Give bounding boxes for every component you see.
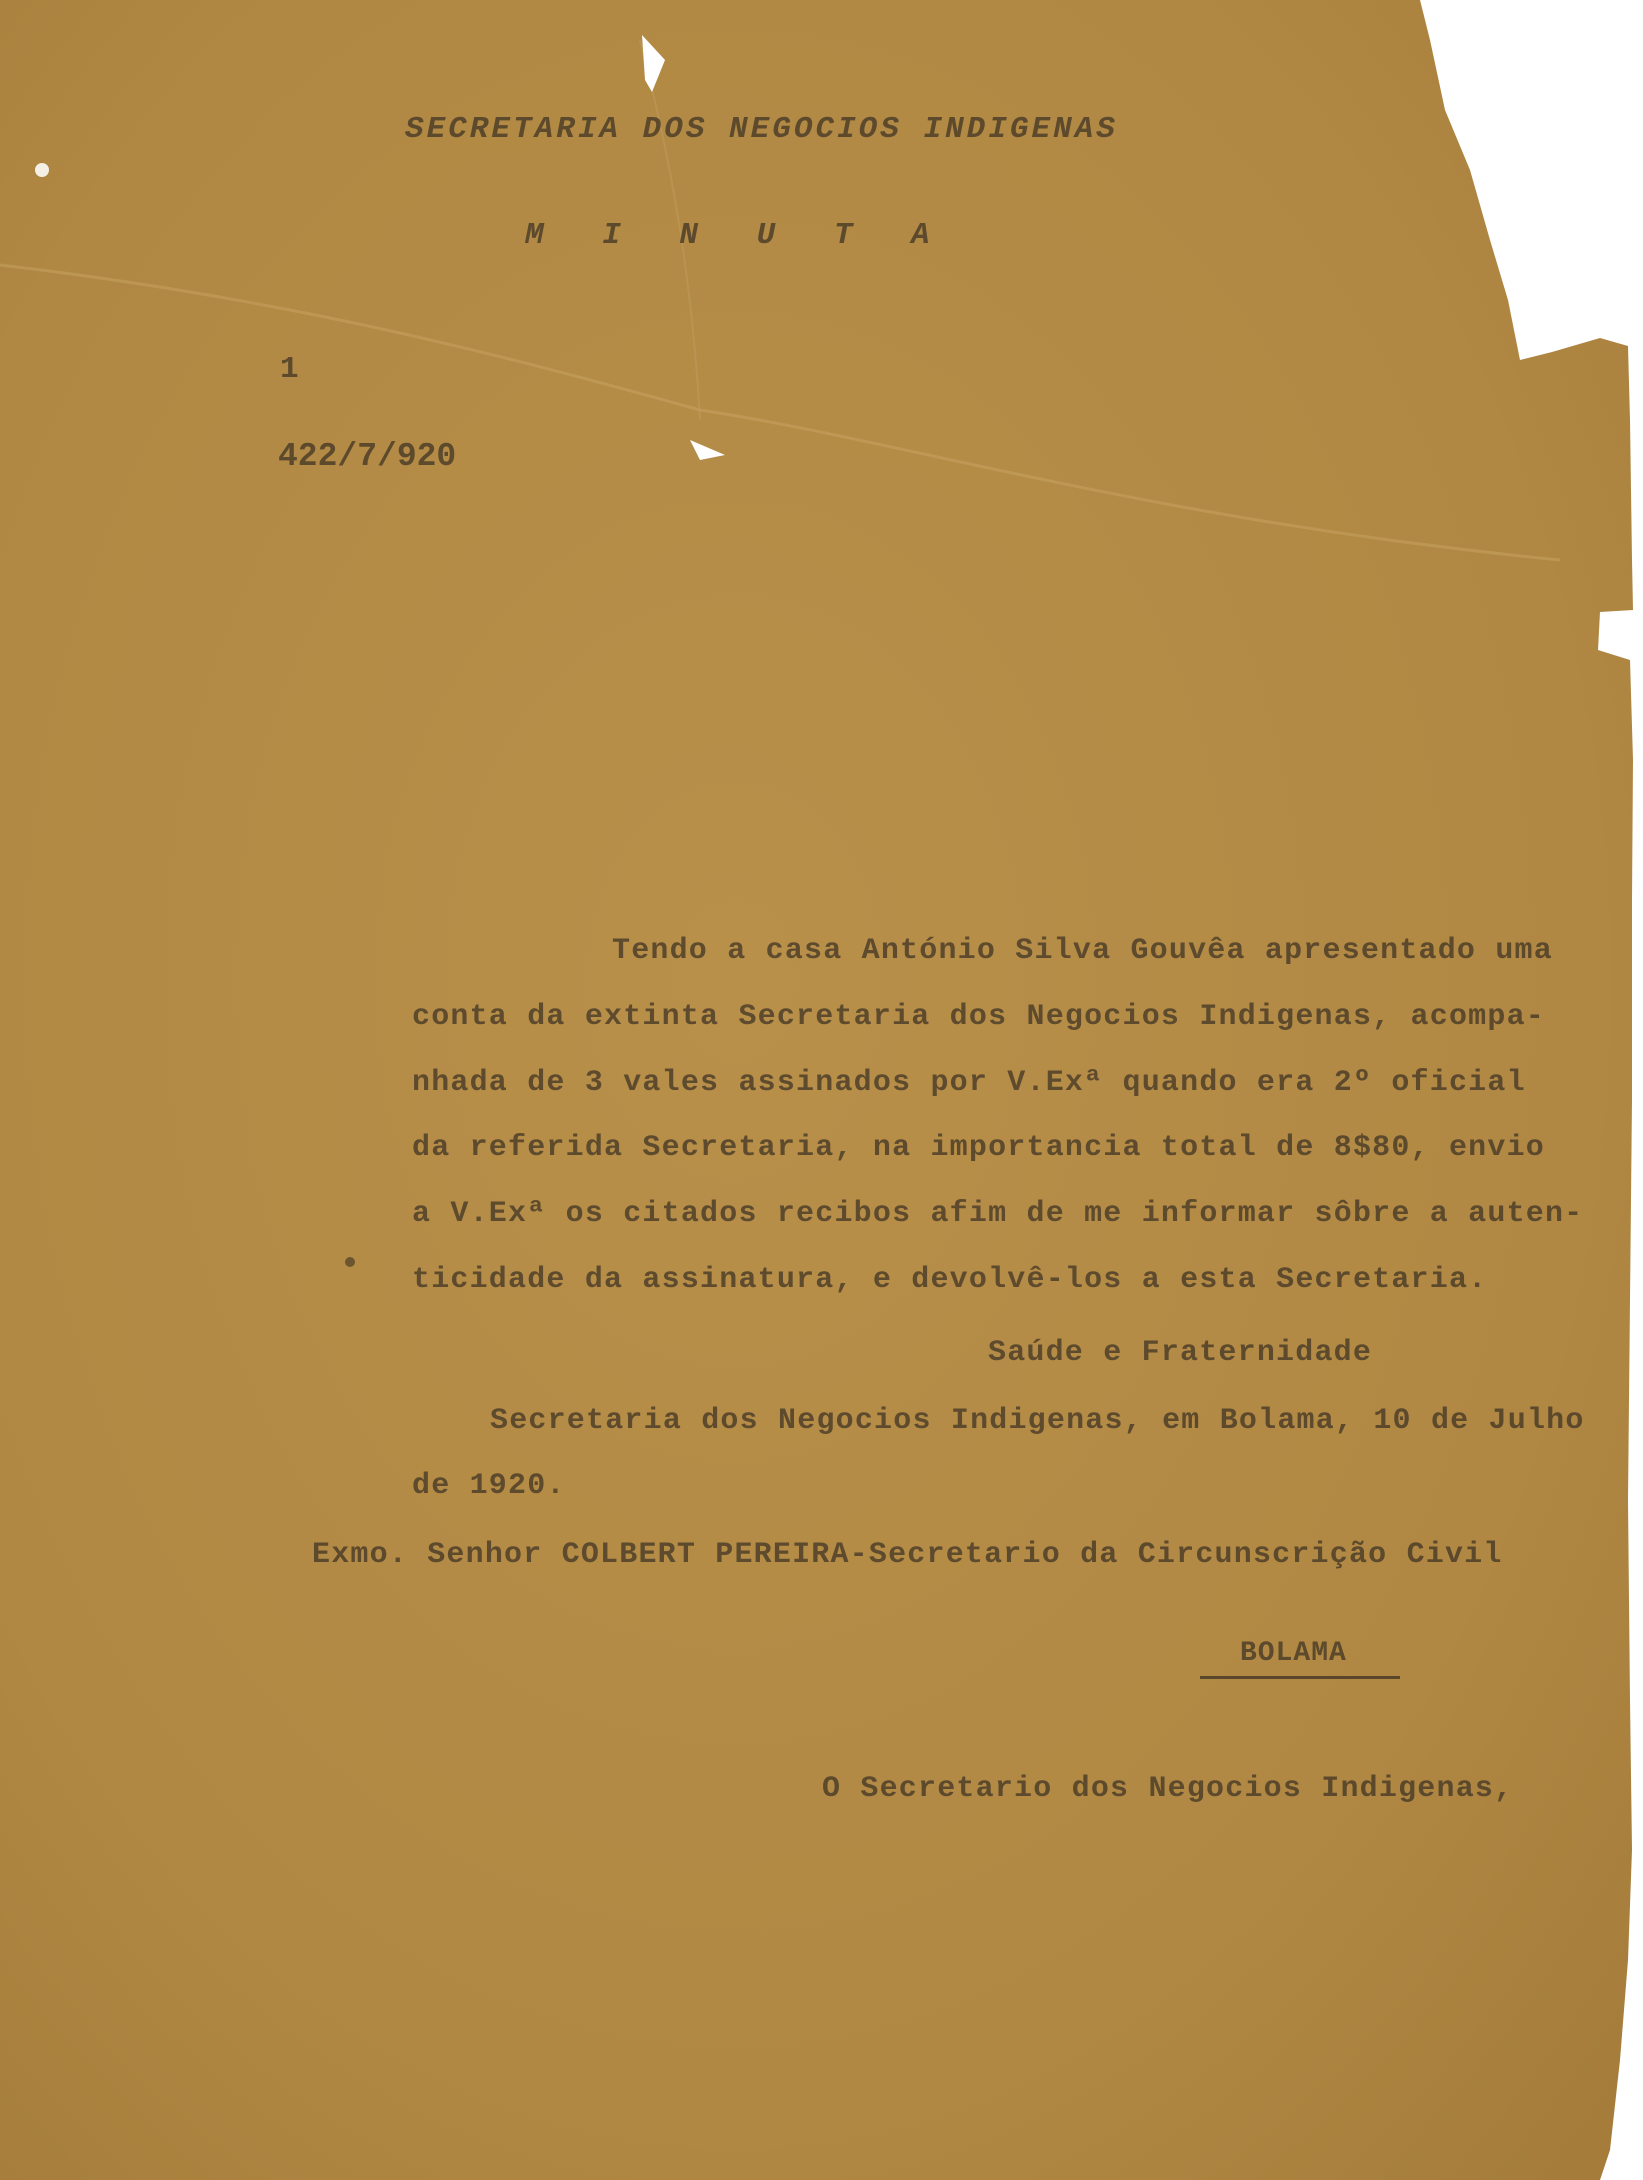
- place-date: Secretaria dos Negocios Indigenas, em Bolama, 10 de Julho: [490, 1404, 1585, 1438]
- signature-line: O Secretario dos Negocios Indigenas,: [822, 1772, 1514, 1806]
- body-line-4: da referida Secretaria, na importancia total de 8$80, envio: [412, 1131, 1545, 1165]
- city: BOLAMA: [1240, 1638, 1347, 1669]
- body-line-6: ticidade da assinatura, e devolvê-los a esta Secretaria.: [412, 1263, 1488, 1297]
- ink-spot: [345, 1257, 355, 1267]
- hole-mark: [35, 163, 49, 177]
- body-line-3: nhada de 3 vales assinados por V.Exª quando era 2º oficial: [412, 1066, 1526, 1100]
- addressee: Exmo. Senhor COLBERT PEREIRA-Secretario da Circunscrição Civil: [312, 1538, 1503, 1572]
- greeting: Saúde e Fraternidade: [988, 1336, 1373, 1370]
- date-year: de 1920.: [412, 1469, 566, 1503]
- document-type: M I N U T A: [525, 218, 950, 253]
- body-line-2: conta da extinta Secretaria dos Negocios Indigenas, acompa-: [412, 1000, 1545, 1034]
- body-line-1: Tendo a casa António Silva Gouvêa apresentado uma: [612, 934, 1553, 968]
- reference-number: 422/7/920: [278, 438, 457, 475]
- body-line-5: a V.Exª os citados recibos afim de me informar sôbre a auten-: [412, 1197, 1584, 1231]
- city-underline: [1200, 1676, 1400, 1679]
- document-number: 1: [280, 352, 300, 387]
- department-header: SECRETARIA DOS NEGOCIOS INDIGENAS: [405, 112, 1118, 147]
